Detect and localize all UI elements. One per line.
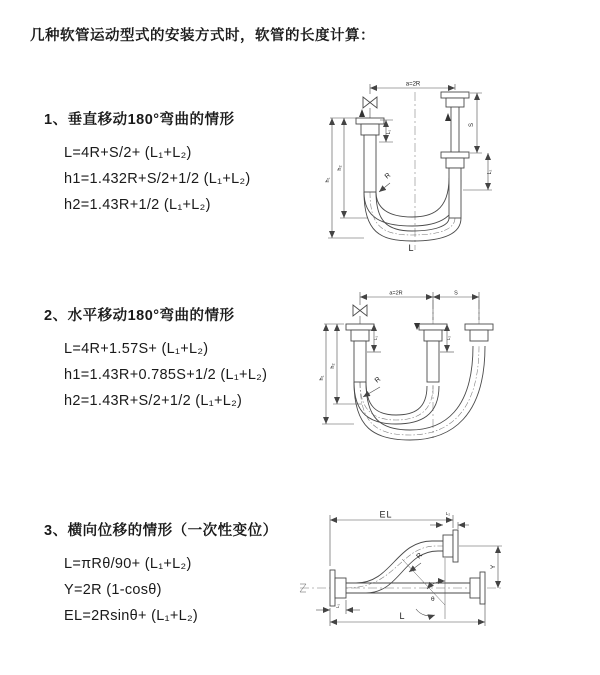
flange <box>453 530 458 562</box>
flange <box>335 578 346 598</box>
movement-arrow-up <box>359 109 365 117</box>
flange <box>330 570 335 606</box>
left-pipe-assembly <box>346 292 374 382</box>
formula-l: L=πRθ/90+ (L₁+L₂) <box>64 556 192 572</box>
diagram-horizontal-180-bend <box>314 286 506 448</box>
dim-label-s: S <box>469 122 475 128</box>
section-3-heading: 3、横向位移的情形（一次性变位） <box>44 523 278 539</box>
formula-y: Y=2R (1-cosθ) <box>64 582 162 598</box>
flange <box>470 578 480 598</box>
flange <box>441 92 469 98</box>
formula-l: L=4R+1.57S+ (L₁+L₂) <box>64 341 209 357</box>
radius-label: R <box>383 171 393 181</box>
dim-label-a2r: a=2R <box>405 81 421 88</box>
valve-icon <box>370 97 377 108</box>
formula-l: L=4R+S/2+ (L₁+L₂) <box>64 145 192 161</box>
dim-label-s: S <box>454 290 458 297</box>
flange <box>361 124 379 135</box>
length-label: L <box>408 243 414 253</box>
dimension-lines <box>319 291 479 425</box>
braided-hose-section <box>354 341 366 382</box>
right-pipe-assembly <box>441 84 469 218</box>
flange <box>346 324 374 330</box>
dimension-lines <box>316 510 502 627</box>
dim-label-el: EL <box>379 509 393 520</box>
dim-label-l2: L₂ <box>487 169 493 175</box>
flange <box>424 330 442 341</box>
diagram-lateral-displacement <box>298 502 508 644</box>
flange <box>443 535 453 557</box>
braided-hose-section <box>364 135 376 192</box>
flange <box>470 330 488 341</box>
dim-label-l2: L₂ <box>445 511 451 516</box>
radius-label: R <box>415 551 424 561</box>
page-title: 几种软管运动型式的安装方式时，软管的长度计算： <box>30 28 375 44</box>
section-2-heading: 2、水平移动180°弯曲的情形 <box>44 308 235 324</box>
right-pipe-assembly <box>465 324 493 341</box>
valve-icon <box>363 97 370 108</box>
right-flange-assembly <box>470 572 485 604</box>
flange <box>446 98 464 107</box>
hose-curves <box>354 346 485 440</box>
formula-h2: h2=1.43R+S/2+1/2 (L₁+L₂) <box>64 393 243 409</box>
flange <box>351 330 369 341</box>
section-vertical-movement <box>44 108 251 218</box>
formula-h2: h2=1.43R+1/2 (L₁+L₂) <box>64 197 211 213</box>
braided-hose-section <box>427 341 439 382</box>
dim-label-h1: h₁ <box>319 375 325 381</box>
dim-label-y: Y <box>490 564 497 570</box>
section-lateral-displacement <box>44 519 278 629</box>
dim-label-l2: L₂ <box>446 335 451 341</box>
upper-flange-assembly <box>443 530 458 562</box>
dim-label-l: L <box>399 611 405 621</box>
formula-el: EL=2Rsinθ+ (L₁+L₂) <box>64 608 199 624</box>
flange <box>356 118 384 124</box>
formula-h1: h1=1.432R+S/2+1/2 (L₁+L₂) <box>64 171 251 187</box>
dim-label-l1: L₁ <box>373 335 378 341</box>
dim-label-l1: L₁ <box>335 603 340 609</box>
section-1-heading: 1、垂直移动180°弯曲的情形 <box>44 112 235 128</box>
dim-label-h2: h₂ <box>330 363 336 369</box>
flange <box>465 324 493 330</box>
flange <box>419 324 447 330</box>
angle-label: θ <box>431 596 435 603</box>
dim-label-h1: h₁ <box>325 177 331 183</box>
braided-hose-section <box>449 168 461 218</box>
formula-h1: h1=1.43R+0.785S+1/2 (L₁+L₂) <box>64 367 268 383</box>
dim-label-h2: h₂ <box>337 165 343 171</box>
dimension-lines <box>325 82 493 254</box>
dim-label-a2r: a=2R <box>389 290 403 297</box>
left-pipe-assembly <box>356 84 384 192</box>
radius-label: R <box>373 375 383 385</box>
hose-curves <box>364 178 461 241</box>
movement-arrow-up <box>445 113 451 121</box>
diagram-vertical-180-bend <box>318 76 508 254</box>
dim-label-l1: L₁ <box>386 129 392 135</box>
valve-icon <box>360 305 367 316</box>
flange <box>441 152 469 158</box>
flange <box>446 158 464 168</box>
middle-pipe-assembly <box>419 324 447 382</box>
valve-icon <box>353 305 360 316</box>
left-flange-assembly <box>330 570 346 606</box>
flange <box>480 572 485 604</box>
section-horizontal-movement <box>44 304 267 414</box>
